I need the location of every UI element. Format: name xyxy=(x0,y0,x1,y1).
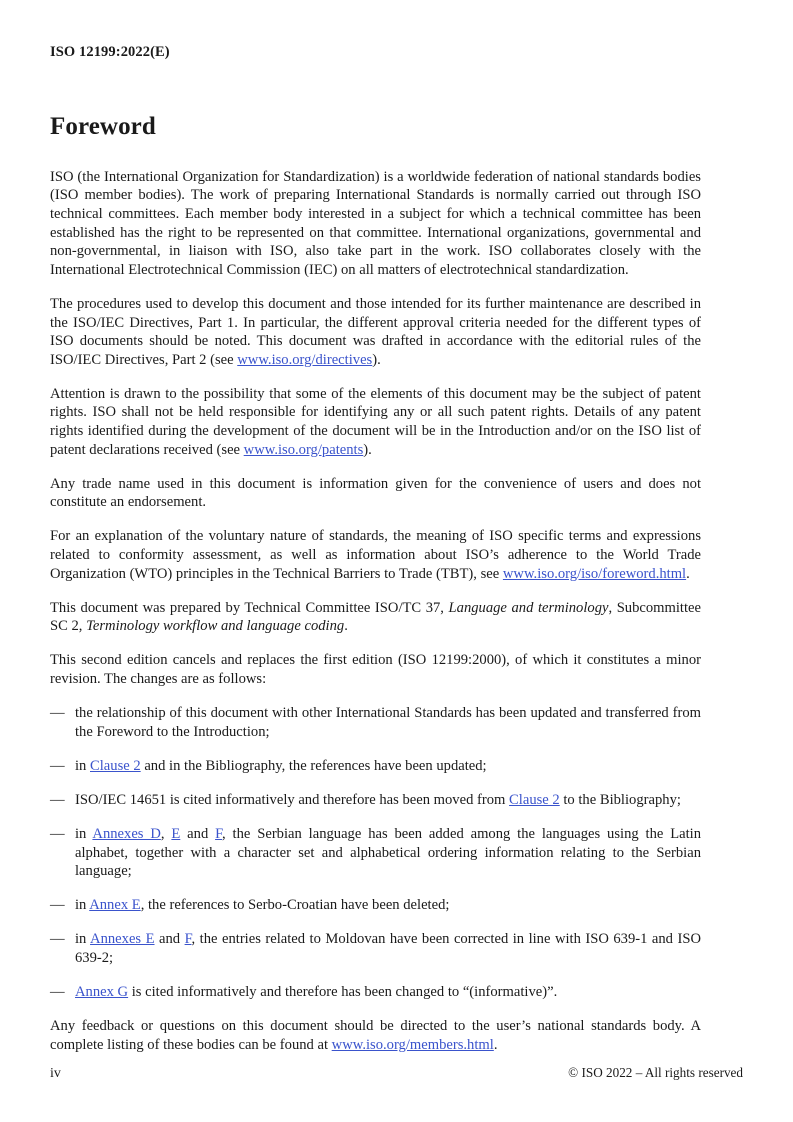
paragraph-feedback-text-after: . xyxy=(493,1036,498,1053)
list-item-dash: — xyxy=(50,757,65,774)
cross-reference-link[interactable]: F xyxy=(215,825,223,842)
list-item-dash: — xyxy=(50,897,65,914)
paragraph-procedures xyxy=(50,295,701,369)
list-item xyxy=(50,704,701,741)
committee-text-1: This document was prepared by Technical Committee ISO/TC 37, xyxy=(50,599,449,616)
link-iso-directives[interactable]: www.iso.org/directives xyxy=(237,351,373,368)
list-item-dash: — xyxy=(50,705,65,722)
paragraph-procedures-text-after: ). xyxy=(372,351,381,368)
cross-reference-link[interactable]: E xyxy=(171,825,181,842)
list-item-text: , the entries related to Moldovan have been corrected in line with ISO 639-1 and ISO 639-2; xyxy=(75,931,701,966)
paragraph-patent-text-before: Attention is drawn to the possibility that some of the elements of this document may be the subject of patent rights. ISO shall not be held responsible for identifying any or all such patent rights. Details of any patent rights identified during the development of the document will be in the Introduction and/or on the ISO list of patent declarations received (see xyxy=(50,385,701,458)
paragraph-wto-text-after: . xyxy=(686,565,690,582)
cross-reference-link[interactable]: Annex G xyxy=(75,983,129,1000)
committee-text-3: . xyxy=(344,618,348,635)
footer-copyright: © ISO 2022 – All rights reserved xyxy=(568,1065,743,1080)
list-item-dash: — xyxy=(50,983,65,1000)
list-item-text: and xyxy=(154,931,185,948)
list-item-text: to the Bibliography; xyxy=(559,791,681,808)
list-item xyxy=(50,791,701,810)
list-item-text: the relationship of this document with other International Standards has been updated and transferred from the Foreword to the Introduction; xyxy=(75,705,701,740)
link-iso-patents[interactable]: www.iso.org/patents xyxy=(243,441,364,458)
paragraph-patent-text-after: ). xyxy=(363,441,372,458)
list-item-text: , the Serbian language has been added among the languages using the Latin alphabet, together with a character set and alphabetical ordering information relating to the Serbian language; xyxy=(75,825,702,880)
paragraph-feedback xyxy=(50,1017,701,1054)
list-item-text: in xyxy=(75,757,90,774)
paragraph-procedures-text-before: The procedures used to develop this document and those intended for its further maintenance are described in the ISO/IEC Directives, Part 1. In particular, the different approval criteria needed for the different types of ISO documents should be noted. This document was drafted in accordance with the editorial rules of the ISO/IEC Directives, Part 2 (see xyxy=(50,295,701,368)
paragraph-wto-tbt xyxy=(50,527,701,583)
list-item-text: in xyxy=(75,825,93,842)
page-footer xyxy=(50,1065,743,1082)
list-item xyxy=(50,983,701,1002)
document-reference: ISO 12199:2022(E) xyxy=(50,44,170,60)
list-item xyxy=(50,757,701,776)
list-item-text: is cited informatively and therefore has been changed to “(informative)”. xyxy=(128,983,558,1000)
paragraph-feedback-text-before: Any feedback or questions on this document should be directed to the user’s national standards body. A complete listing of these bodies can be found at xyxy=(50,1018,701,1053)
cross-reference-link[interactable]: Clause 2 xyxy=(90,757,141,774)
paragraph-wto-text-before: For an explanation of the voluntary nature of standards, the meaning of ISO specific terms and expressions related to conformity assessment, as well as information about ISO’s adherence to the World Trade Organization (WTO) principles in the Technical Barriers to Trade (TBT), see xyxy=(50,528,701,582)
paragraph-patent-rights xyxy=(50,385,701,459)
cross-reference-link[interactable]: Clause 2 xyxy=(509,791,560,808)
list-item-text: and in the Bibliography, the references have been updated; xyxy=(140,757,487,774)
committee-text-2: , Subcommittee SC 2, xyxy=(50,599,701,635)
list-item xyxy=(50,930,701,967)
cross-reference-link[interactable]: Annex E xyxy=(89,897,141,914)
list-item-text: , the references to Serbo-Croatian have been deleted; xyxy=(140,897,450,914)
list-item xyxy=(50,896,701,915)
list-item xyxy=(50,825,701,881)
list-item-text: and xyxy=(180,825,216,842)
link-iso-foreword[interactable]: www.iso.org/iso/foreword.html xyxy=(502,565,687,582)
page-title: Foreword xyxy=(50,113,156,141)
list-item-text: in xyxy=(75,897,90,914)
paragraph-technical-committee xyxy=(50,599,701,636)
paragraph-trade-name: Any trade name used in this document is information given for the convenience of users and does not constitute an endorsement. xyxy=(50,475,701,511)
foreword-body xyxy=(50,168,701,1054)
cross-reference-link[interactable]: Annexes E xyxy=(90,931,155,948)
changes-list xyxy=(50,704,701,1002)
paragraph-iso-intro: ISO (the International Organization for Standardization) is a worldwide federation of national standards bodies (ISO member bodies). The work of preparing International Standards is normally carried out through ISO technical committees. Each member body interested in a subject for which a technical committee has been established has the right to be represented on that committee. International organizations, governmental and non-governmental, in liaison with ISO, also take part in the work. ISO collaborates closely with the International Electrotechnical Commission (IEC) on all matters of electrotechnical standardization. xyxy=(50,168,701,278)
link-iso-members[interactable]: www.iso.org/members.html xyxy=(331,1036,494,1053)
list-item-text: in xyxy=(75,931,91,948)
cross-reference-link[interactable]: F xyxy=(184,931,192,948)
list-item-dash: — xyxy=(50,931,65,948)
footer-page-number: iv xyxy=(50,1066,61,1081)
paragraph-edition-notice: This second edition cancels and replaces the first edition (ISO 12199:2000), of which it constitutes a minor revision. The changes are as follows: xyxy=(50,652,701,687)
committee-title-italic: Language and terminology xyxy=(448,599,609,616)
subcommittee-title-italic: Terminology workflow and language coding xyxy=(86,618,345,635)
cross-reference-link[interactable]: Annexes D xyxy=(92,825,161,842)
page-content xyxy=(50,44,701,1054)
list-item-text: ISO/IEC 14651 is cited informatively and therefore has been moved from xyxy=(75,791,510,808)
list-item-dash: — xyxy=(50,825,65,842)
list-item-text: , xyxy=(160,825,172,842)
list-item-dash: — xyxy=(50,791,65,808)
